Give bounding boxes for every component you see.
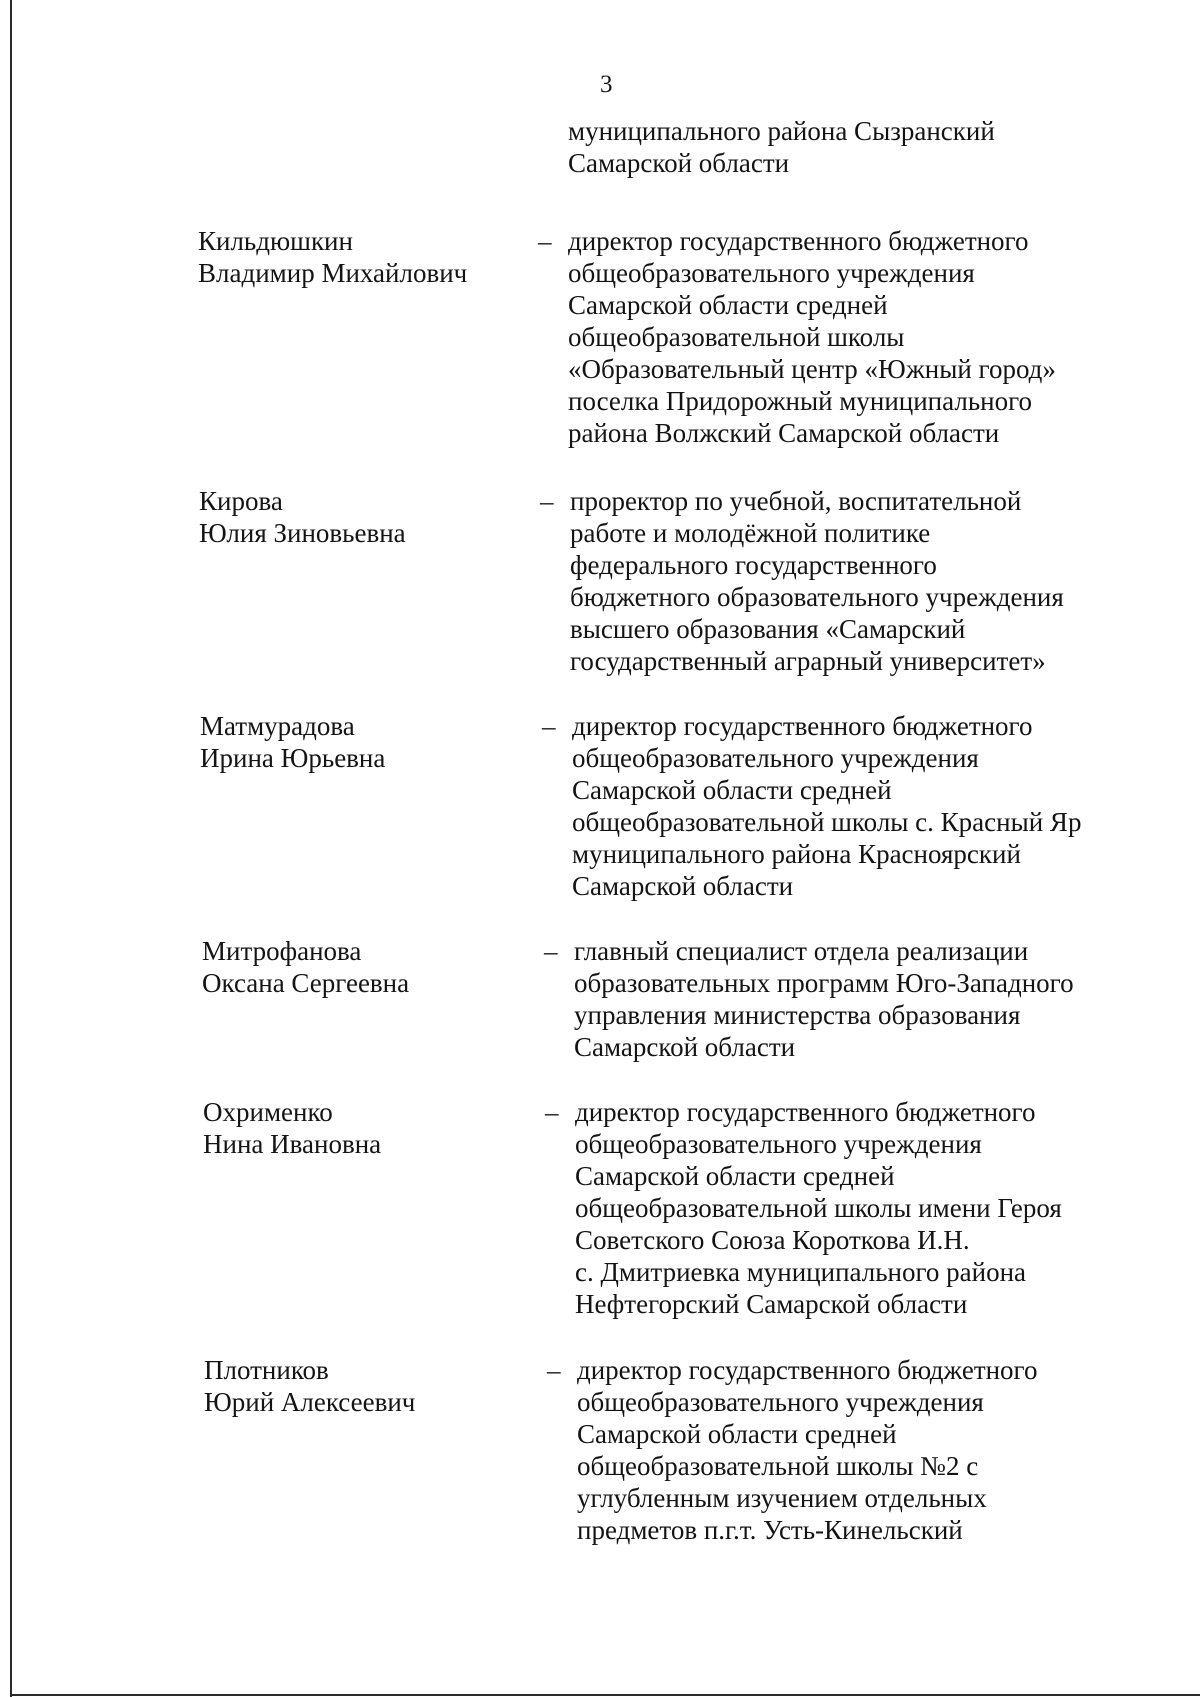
- member-given-names: Нина Ивановна: [203, 1129, 382, 1159]
- scan-edge-bottom: [10, 1694, 1200, 1696]
- position-line: общеобразовательной школы: [568, 322, 905, 352]
- position-line: «Образовательный центр «Южный город»: [568, 354, 1056, 384]
- position-line: директор государственного бюджетного: [575, 1097, 1036, 1127]
- position-line: с. Дмитриевка муниципального района: [575, 1257, 1026, 1287]
- position-line: образовательных программ Юго-Западного: [574, 968, 1074, 998]
- position-line: бюджетного образовательного учреждения: [570, 582, 1064, 612]
- position-line: федерального государственного: [570, 550, 937, 580]
- position-line: общеобразовательного учреждения: [568, 258, 975, 288]
- position-line: общеобразовательной школы имени Героя: [575, 1193, 1062, 1223]
- entry-dash: –: [540, 486, 554, 516]
- position-line: директор государственного бюджетного: [577, 1355, 1038, 1385]
- continuation-text: [568, 115, 1128, 179]
- position-line: муниципального района Красноярский: [572, 839, 1021, 869]
- position-line: Самарской области: [574, 1032, 796, 1062]
- position-line: района Волжский Самарской области: [568, 418, 1000, 448]
- member-name: [199, 485, 519, 549]
- position-line: общеобразовательной школы с. Красный Яр: [572, 807, 1082, 837]
- member-given-names: Юлия Зиновьевна: [199, 518, 406, 548]
- member-name: [204, 1354, 524, 1418]
- member-surname: Охрименко: [203, 1097, 333, 1127]
- member-surname: Митрофанова: [202, 936, 362, 966]
- member-name: [200, 710, 520, 774]
- member-surname: Матмурадова: [200, 711, 355, 741]
- member-name: [198, 225, 518, 289]
- entry-dash: –: [547, 1355, 561, 1385]
- continuation-line: муниципального района Сызранский: [568, 116, 995, 146]
- entry-dash: –: [545, 1097, 559, 1127]
- member-surname: Кирова: [199, 486, 283, 516]
- position-line: общеобразовательного учреждения: [577, 1387, 984, 1417]
- position-line: Самарской области средней: [575, 1161, 895, 1191]
- member-surname: Плотников: [204, 1355, 329, 1385]
- position-line: управления министерства образования: [574, 1000, 1021, 1030]
- member-surname: Кильдюшкин: [198, 226, 353, 256]
- position-line: проректор по учебной, воспитательной: [570, 486, 1022, 516]
- member-given-names: Владимир Михайлович: [198, 258, 468, 288]
- member-position: [570, 485, 1130, 677]
- member-name: [203, 1096, 523, 1160]
- continuation-line: Самарской области: [568, 148, 790, 178]
- page-number: 3: [600, 71, 613, 98]
- position-line: Нефтегорский Самарской области: [575, 1289, 968, 1319]
- member-position: [572, 710, 1132, 902]
- position-line: директор государственного бюджетного: [572, 711, 1033, 741]
- position-line: поселка Придорожный муниципального: [568, 386, 1032, 416]
- position-line: Советского Союза Короткова И.Н.: [575, 1225, 970, 1255]
- scan-edge-left: [10, 0, 12, 1697]
- entry-dash: –: [542, 711, 556, 741]
- position-line: Самарской области средней: [568, 290, 888, 320]
- position-line: общеобразовательного учреждения: [572, 743, 979, 773]
- member-name: [202, 935, 522, 999]
- member-given-names: Юрий Алексеевич: [204, 1387, 416, 1417]
- position-line: общеобразовательной школы №2 с: [577, 1451, 979, 1481]
- member-given-names: Ирина Юрьевна: [200, 743, 386, 773]
- position-line: высшего образования «Самарский: [570, 614, 966, 644]
- position-line: государственный аграрный университет»: [570, 646, 1046, 676]
- position-line: Самарской области средней: [577, 1419, 897, 1449]
- entry-dash: –: [544, 936, 558, 966]
- position-line: главный специалист отдела реализации: [574, 936, 1029, 966]
- member-position: [574, 935, 1134, 1063]
- position-line: предметов п.г.т. Усть-Кинельский: [577, 1515, 963, 1545]
- position-line: директор государственного бюджетного: [568, 226, 1029, 256]
- member-position: [575, 1096, 1135, 1320]
- member-position: [568, 225, 1128, 449]
- position-line: общеобразовательного учреждения: [575, 1129, 982, 1159]
- member-given-names: Оксана Сергеевна: [202, 968, 410, 998]
- position-line: углубленным изучением отдельных: [577, 1483, 987, 1513]
- position-line: Самарской области средней: [572, 775, 892, 805]
- member-position: [577, 1354, 1137, 1546]
- position-line: Самарской области: [572, 871, 794, 901]
- entry-dash: –: [538, 226, 552, 256]
- position-line: работе и молодёжной политике: [570, 518, 931, 548]
